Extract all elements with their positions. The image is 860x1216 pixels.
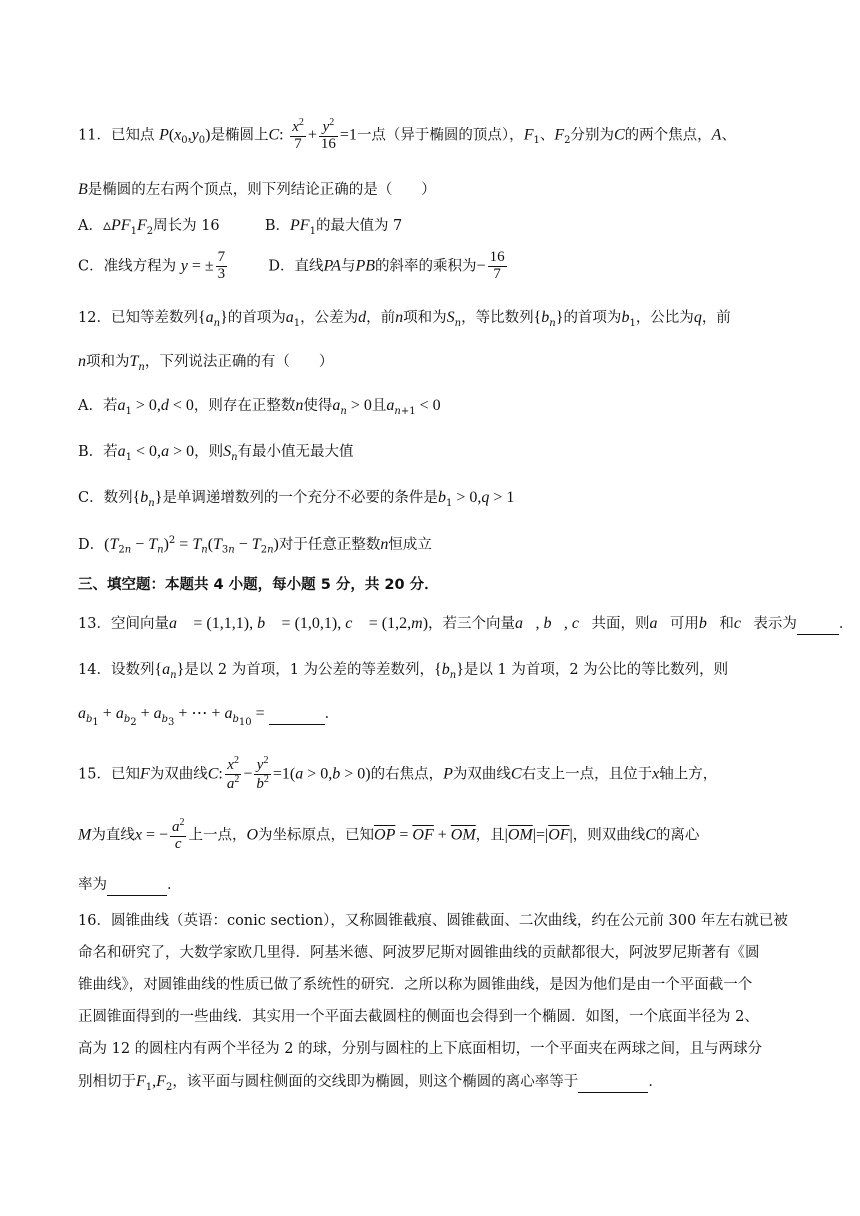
- q16-line2: 命名和研究了，大数学家欧几里得．阿基米德、阿波罗尼斯对圆锥曲线的贡献都很大，阿波罗尼斯著有《圆: [78, 945, 760, 961]
- q16-line6: 别相切于$F_1,F_2$，该平面与圆柱侧面的交线即为椭圆，则这个椭圆的离心率等于 ．: [78, 1073, 663, 1093]
- q12-option-a: A．若$a_1 > 0,d < 0$，则存在正整数n使得$a_n > 0$且$a_{n+1} < 0$: [78, 397, 441, 417]
- q16-line5: 高为 12 的圆柱内有两个半径为 2 的球，分别与圆柱的上下底面相切，一个平面夹在两球之间，且与两球分: [78, 1041, 763, 1057]
- q16-line1: 16．圆锥曲线（英语：conic section），又称圆锥截痕、圆锥截面、二次曲线，约在公元前 300 年左右就已被: [78, 913, 788, 929]
- q14-line2: $a_{b_1} + a_{b_2} + a_{b_3}$ + ⋯ + $a_{b_{10}}$ = ．: [78, 705, 340, 728]
- ellipse-fraction-x: $\frac{x^2}{7}$: [292, 117, 304, 152]
- q11-options-cd: C．准线方程为 y = ± $\frac{7}{3}$ D．直线PA与PB的斜率的乘积为− $\frac{16}{7}$: [78, 249, 505, 282]
- q15-line1: 15．已知F为双曲线C: $\frac{x^2}{a^2}$ − $\frac{y^2}{b^2}$ =1(a > 0,b > 0)的右焦点，P为双曲线C右支上一点，且位于x轴上方，: [78, 755, 718, 792]
- answer-blank: [578, 1073, 648, 1093]
- ellipse-fraction-y: $\frac{y^2}{16}$: [320, 117, 336, 152]
- q16-line3: 锥曲线》，对圆锥曲线的性质已做了系统性的研究．之所以称为圆锥曲线，是因为他们是由一个平面截一个: [78, 977, 753, 993]
- q14-line1: 14．设数列$\{a_n\}$是以 2 为首项，1 为公差的等差数列，$\{b_n\}$是以 1 为首项，2 为公比的等比数列，则: [78, 661, 729, 681]
- q12-line1: 12．已知等差数列$\{a_n\}$的首项为$a_1$，公差为d，前n项和为$S_n$，等比数列$\{b_n\}$的首项为$b_1$，公比为q，前: [78, 309, 731, 329]
- q11-line1: 11．已知点 $P(x_0,y_0)$是椭圆上C: $\frac{x^2}{7}$ + $\frac{y^2}{16}$ =1一点（异于椭圆的顶点），$F_1$、$F_2$分别为C的两个焦点，A、: [78, 117, 736, 152]
- q11-line2: B是椭圆的左右两个顶点，则下列结论正确的是（ ）: [78, 181, 436, 198]
- section-title: 三、填空题：本题共 4 小题，每小题 5 分，共 20 分．: [78, 577, 439, 593]
- q12-option-b: B．若$a_1 < 0,a > 0$，则$S_n$有最小值无最大值: [78, 443, 354, 463]
- q16-line4: 正圆锥面得到的一些曲线．其实用一个平面去截圆柱的侧面也会得到一个椭圆．如图，一个底面半径为 2、: [78, 1009, 759, 1025]
- q13-line: 13．空间向量a⃗ = (1,1,1), b⃗ = (1,0,1), c⃗ = (1,2,m)，若三个向量a⃗, b⃗, c⃗共面，则a⃗可用b⃗和c⃗表示为 ．: [78, 614, 790, 635]
- q11-options-ab: A．$▵PF_1F_2$周长为 16 B．$PF_1$的最大值为 7: [78, 217, 403, 237]
- q12-line2: n项和为$T_n$，下列说法正确的有（ ）: [78, 353, 334, 373]
- answer-blank: [107, 876, 167, 896]
- answer-blank: [797, 615, 839, 635]
- answer-blank: [269, 705, 325, 725]
- q12-option-d: D．$(T_{2n} - T_n)^2 = T_n(T_{3n} - T_{2n})$对于任意正整数n恒成立: [78, 535, 432, 556]
- q15-line3: 率为 ．: [78, 876, 790, 896]
- q15-line2: M为直线x = − $\frac{a^2}{c}$ 上一点，O为坐标原点，已知$\overline{OP} = \overline{OF} + \overline{OM}$，且$|\overline{OM}|=|\overline{OF}|$，则双曲线C的离心: [78, 817, 700, 852]
- q12-option-c: C．数列$\{b_n\}$是单调递增数列的一个充分不必要的条件是$b_1 > 0,q > 1$: [78, 489, 515, 509]
